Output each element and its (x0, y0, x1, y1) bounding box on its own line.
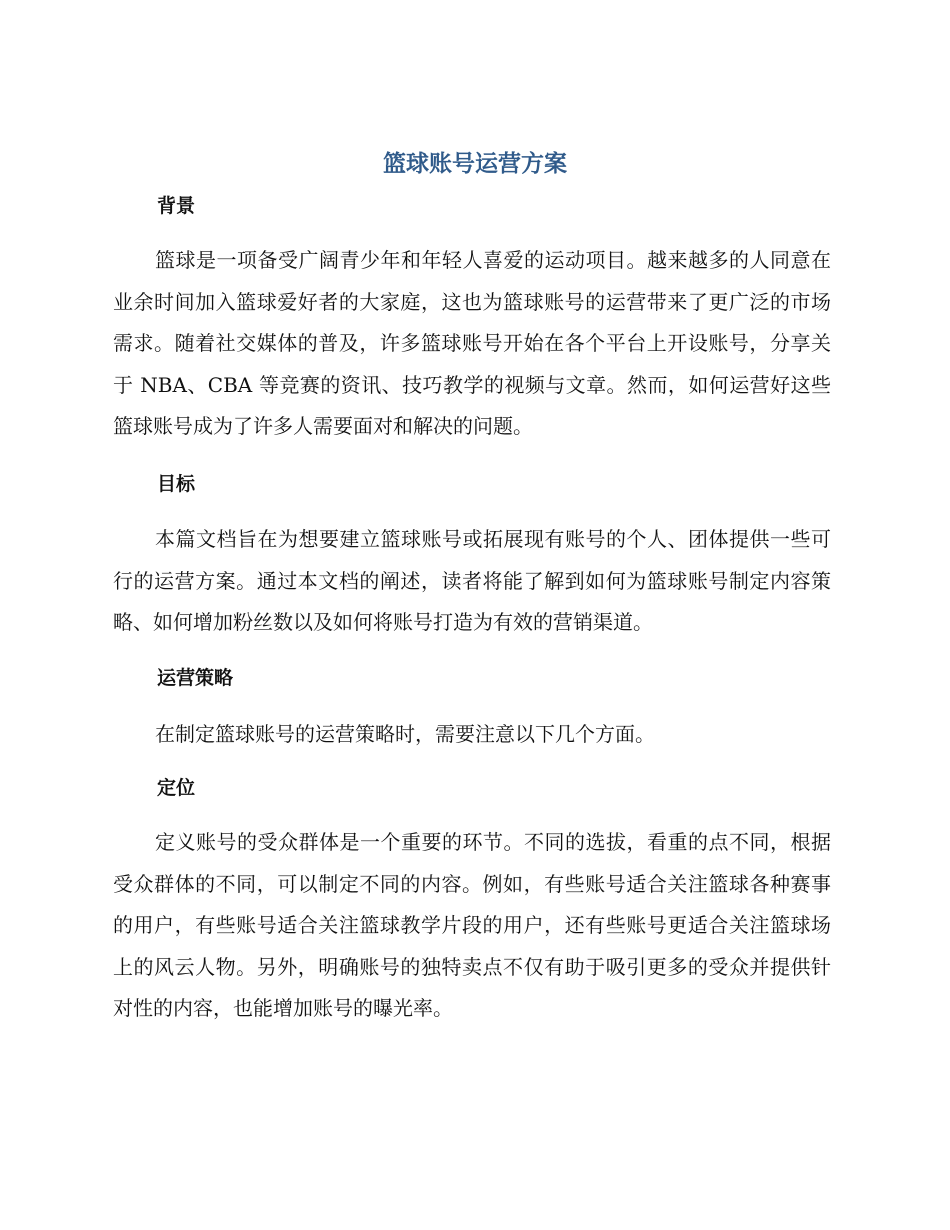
section-body-strategy: 在制定篮球账号的运营策略时，需要注意以下几个方面。 (155, 722, 655, 746)
section-body-background: 篮球是一项备受广阔青少年和年轻人喜爱的运动项目。越来越多的人同意在业余时间加入篮球爱好者的大家庭，这也为篮球账号的运营带来了更广泛的市场需求。随着社交媒体的普及，许多篮球账号开始在各个平台上开设账号，分享关于 NBA、CBA 等竞赛的资讯、技巧教学的视频与文章。然而，如何运营好这些篮球账号成为了许多人需要面对和解决的问题。 (113, 248, 831, 438)
section-heading-positioning: 定位 (157, 777, 196, 799)
section-body-positioning: 定义账号的受众群体是一个重要的环节。不同的选拔，看重的点不同，根据受众群体的不同，可以制定不同的内容。例如，有些账号适合关注篮球各种赛事的用户，有些账号适合关注篮球教学片段的用户，还有些账号更适合关注篮球场上的风云人物。另外，明确账号的独特卖点不仅有助于吸引更多的受众并提供针对性的内容，也能增加账号的曝光率。 (113, 830, 831, 1020)
section-heading-goal: 目标 (157, 473, 196, 495)
section-heading-strategy: 运营策略 (157, 667, 234, 689)
section-heading-background: 背景 (157, 195, 196, 217)
section-body-goal: 本篇文档旨在为想要建立篮球账号或拓展现有账号的个人、团体提供一些可行的运营方案。通过本文档的阐述，读者将能了解到如何为篮球账号制定内容策略、如何增加粉丝数以及如何将账号打造为有效的营销渠道。 (113, 527, 831, 634)
page-title: 篮球账号运营方案 (383, 151, 567, 177)
